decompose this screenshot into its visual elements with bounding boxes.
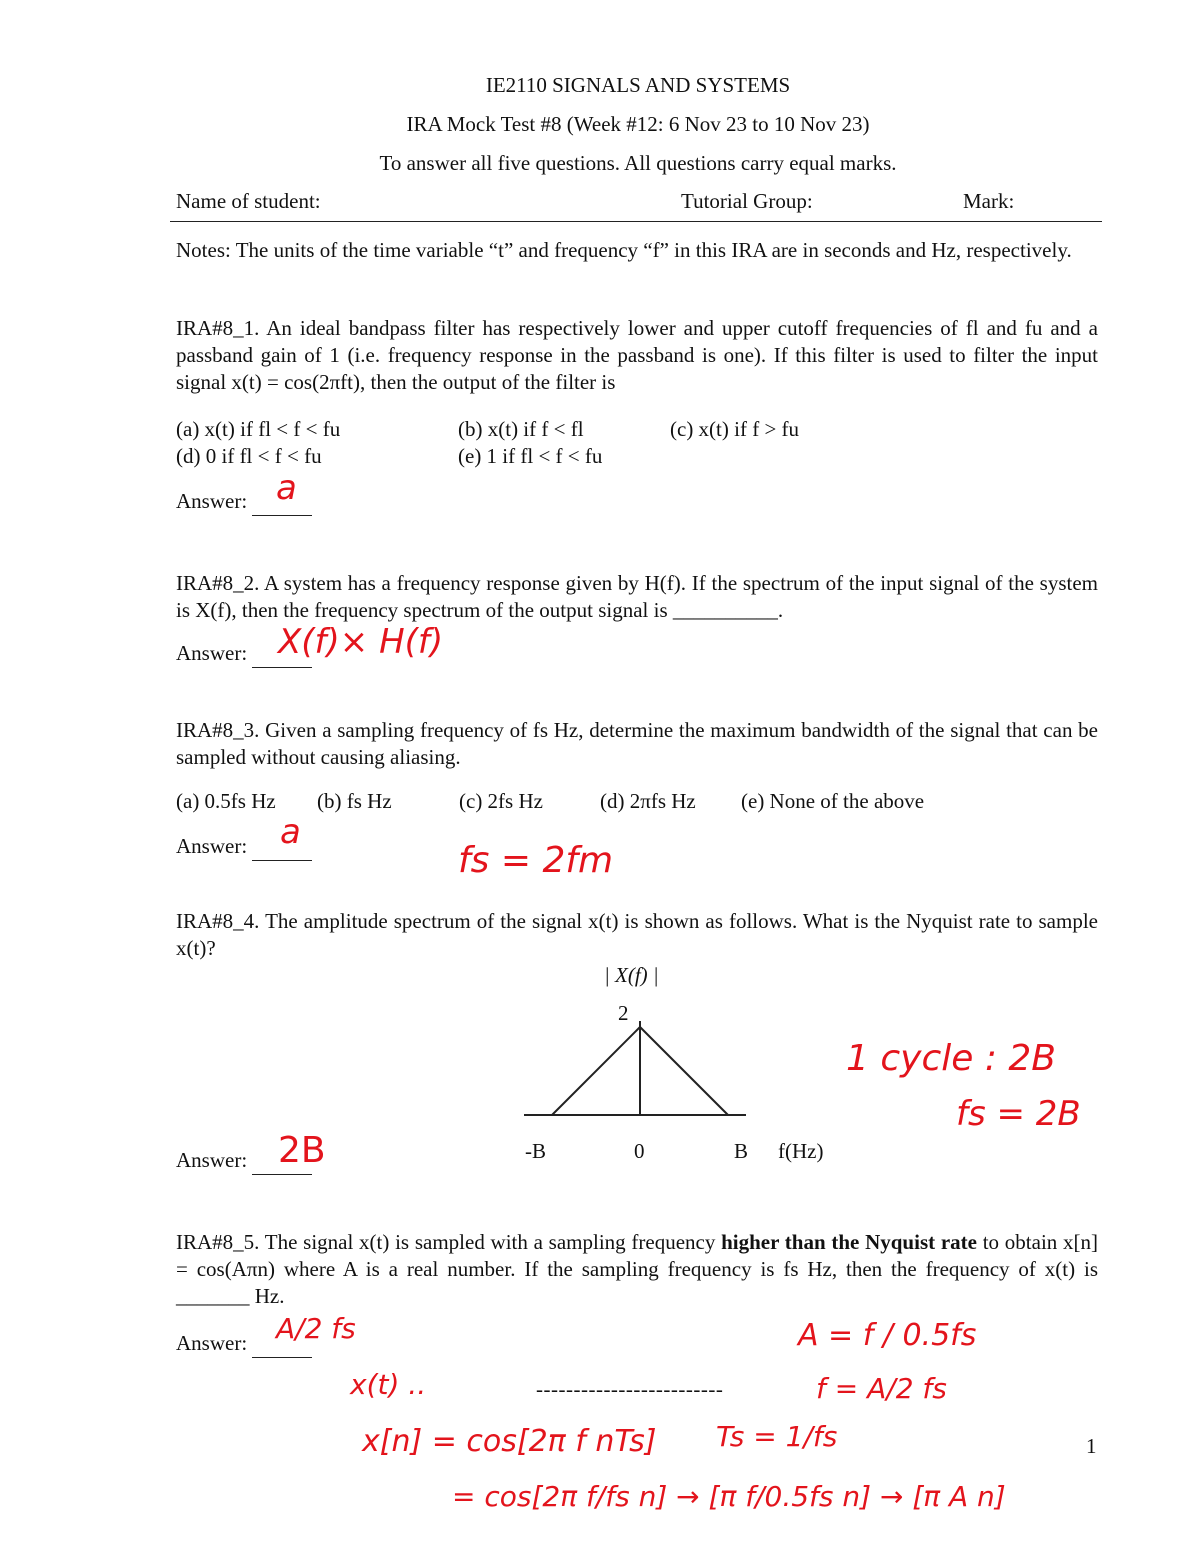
q5-work-d: x[n] = cos[2π f nTs] [362,1424,657,1459]
q4-answer-label: Answer: [176,1147,312,1175]
notes: Notes: The units of the time variable “t” and frequency “f” in this IRA are in seconds and Hz, respectively. [176,238,1072,262]
header-rule [170,221,1102,222]
q5-text: IRA#8_5. The signal x(t) is sampled with a sampling frequency higher than the Nyquist rate to obtain x[n] = cos(Aπn) where A is a real number. If the sampling frequency is fs Hz, then the frequency of x(t) is _______ Hz. [176,1230,1098,1308]
q4-tick-b: B [734,1139,749,1163]
q2-text: IRA#8_2. A system has a frequency response given by H(f). If the spectrum of the input signal of the system is X(f), then the frequency spectrum of the output signal is __________. [176,571,1098,622]
q1-option-d: (d) 0 if fl < f < fu [176,444,322,468]
q4-handwritten-note2: fs = 2B [956,1094,1081,1134]
q3-option-b: (b) fs Hz [317,789,392,813]
q4-figure-ylabel: | X(f) | [604,963,659,987]
instructions: To answer all five questions. All questions carry equal marks. [379,151,897,175]
q4-tick-zero: 0 [634,1139,645,1163]
footer-divider: ------------------------- [536,1377,724,1401]
q3-option-a: (a) 0.5fs Hz [176,789,276,813]
q1-option-e: (e) 1 if fl < f < fu [458,444,603,468]
page-number: 1 [1086,1434,1097,1458]
q5-work-a: A = f / 0.5fs [798,1318,977,1353]
q5-work-f: = cos[2π f/fs n] → [π f/0.5fs n] → [π A n] [452,1480,1006,1513]
q3-handwritten-note: fs = 2fm [458,840,614,881]
q3-answer-label: Answer: [176,833,312,861]
mark-label: Mark: [963,189,1015,213]
q3-text: IRA#8_3. Given a sampling frequency of fs Hz, determine the maximum bandwidth of the signal that can be sampled without causing aliasing. [176,718,1098,769]
q3-option-e: (e) None of the above [741,789,925,813]
q1-text: IRA#8_1. An ideal bandpass filter has respectively lower and upper cutoff frequencies of fl and fu and a passband gain of 1 (i.e. frequency response in the passband is one). If this filter is used to filter the input signal x(t) = cos(2πft), then the output of the filter is [176,316,1098,394]
q5-work-b: f = A/2 fs [816,1372,947,1405]
q5-answer-label: Answer: [176,1330,312,1358]
q5-work-e: Ts = 1/fs [716,1420,838,1453]
name-label: Name of student: [176,189,321,213]
q1-option-b: (b) x(t) if f < fl [458,417,584,441]
q4-handwritten-note1: 1 cycle : 2B [846,1038,1057,1079]
group-label: Tutorial Group: [681,189,813,213]
q4-figure-peak: 2 [618,1001,629,1025]
course-title: IE2110 SIGNALS AND SYSTEMS [485,73,791,97]
q2-handwritten-answer: X(f)× H(f) [278,622,444,662]
spectrum-right-edge [640,1027,728,1115]
q5-handwritten-answer: A/2 fs [276,1312,356,1345]
test-title: IRA Mock Test #8 (Week #12: 6 Nov 23 to 10 Nov 23) [406,112,870,136]
q4-text: IRA#8_4. The amplitude spectrum of the signal x(t) is shown as follows. What is the Nyquist rate to sample x(t)? [176,909,1098,960]
q4-tick-neg-b: -B [525,1139,546,1163]
q2-answer-label: Answer: [176,640,312,668]
q1-option-a: (a) x(t) if fl < f < fu [176,417,341,441]
q1-answer-label: Answer: [176,488,312,516]
q5-work-c: x(t) .. [350,1368,427,1401]
q3-option-c: (c) 2fs Hz [459,789,543,813]
q4-figure-xlabel: f(Hz) [778,1139,824,1163]
q4-handwritten-answer: 2B [278,1130,326,1171]
spectrum-left-edge [552,1027,640,1115]
q3-handwritten-answer: a [280,812,301,852]
q3-option-d: (d) 2πfs Hz [600,789,696,813]
q1-handwritten-answer: a [276,468,297,508]
amplitude-spectrum-plot [520,1015,760,1125]
q1-option-c: (c) x(t) if f > fu [670,417,800,441]
